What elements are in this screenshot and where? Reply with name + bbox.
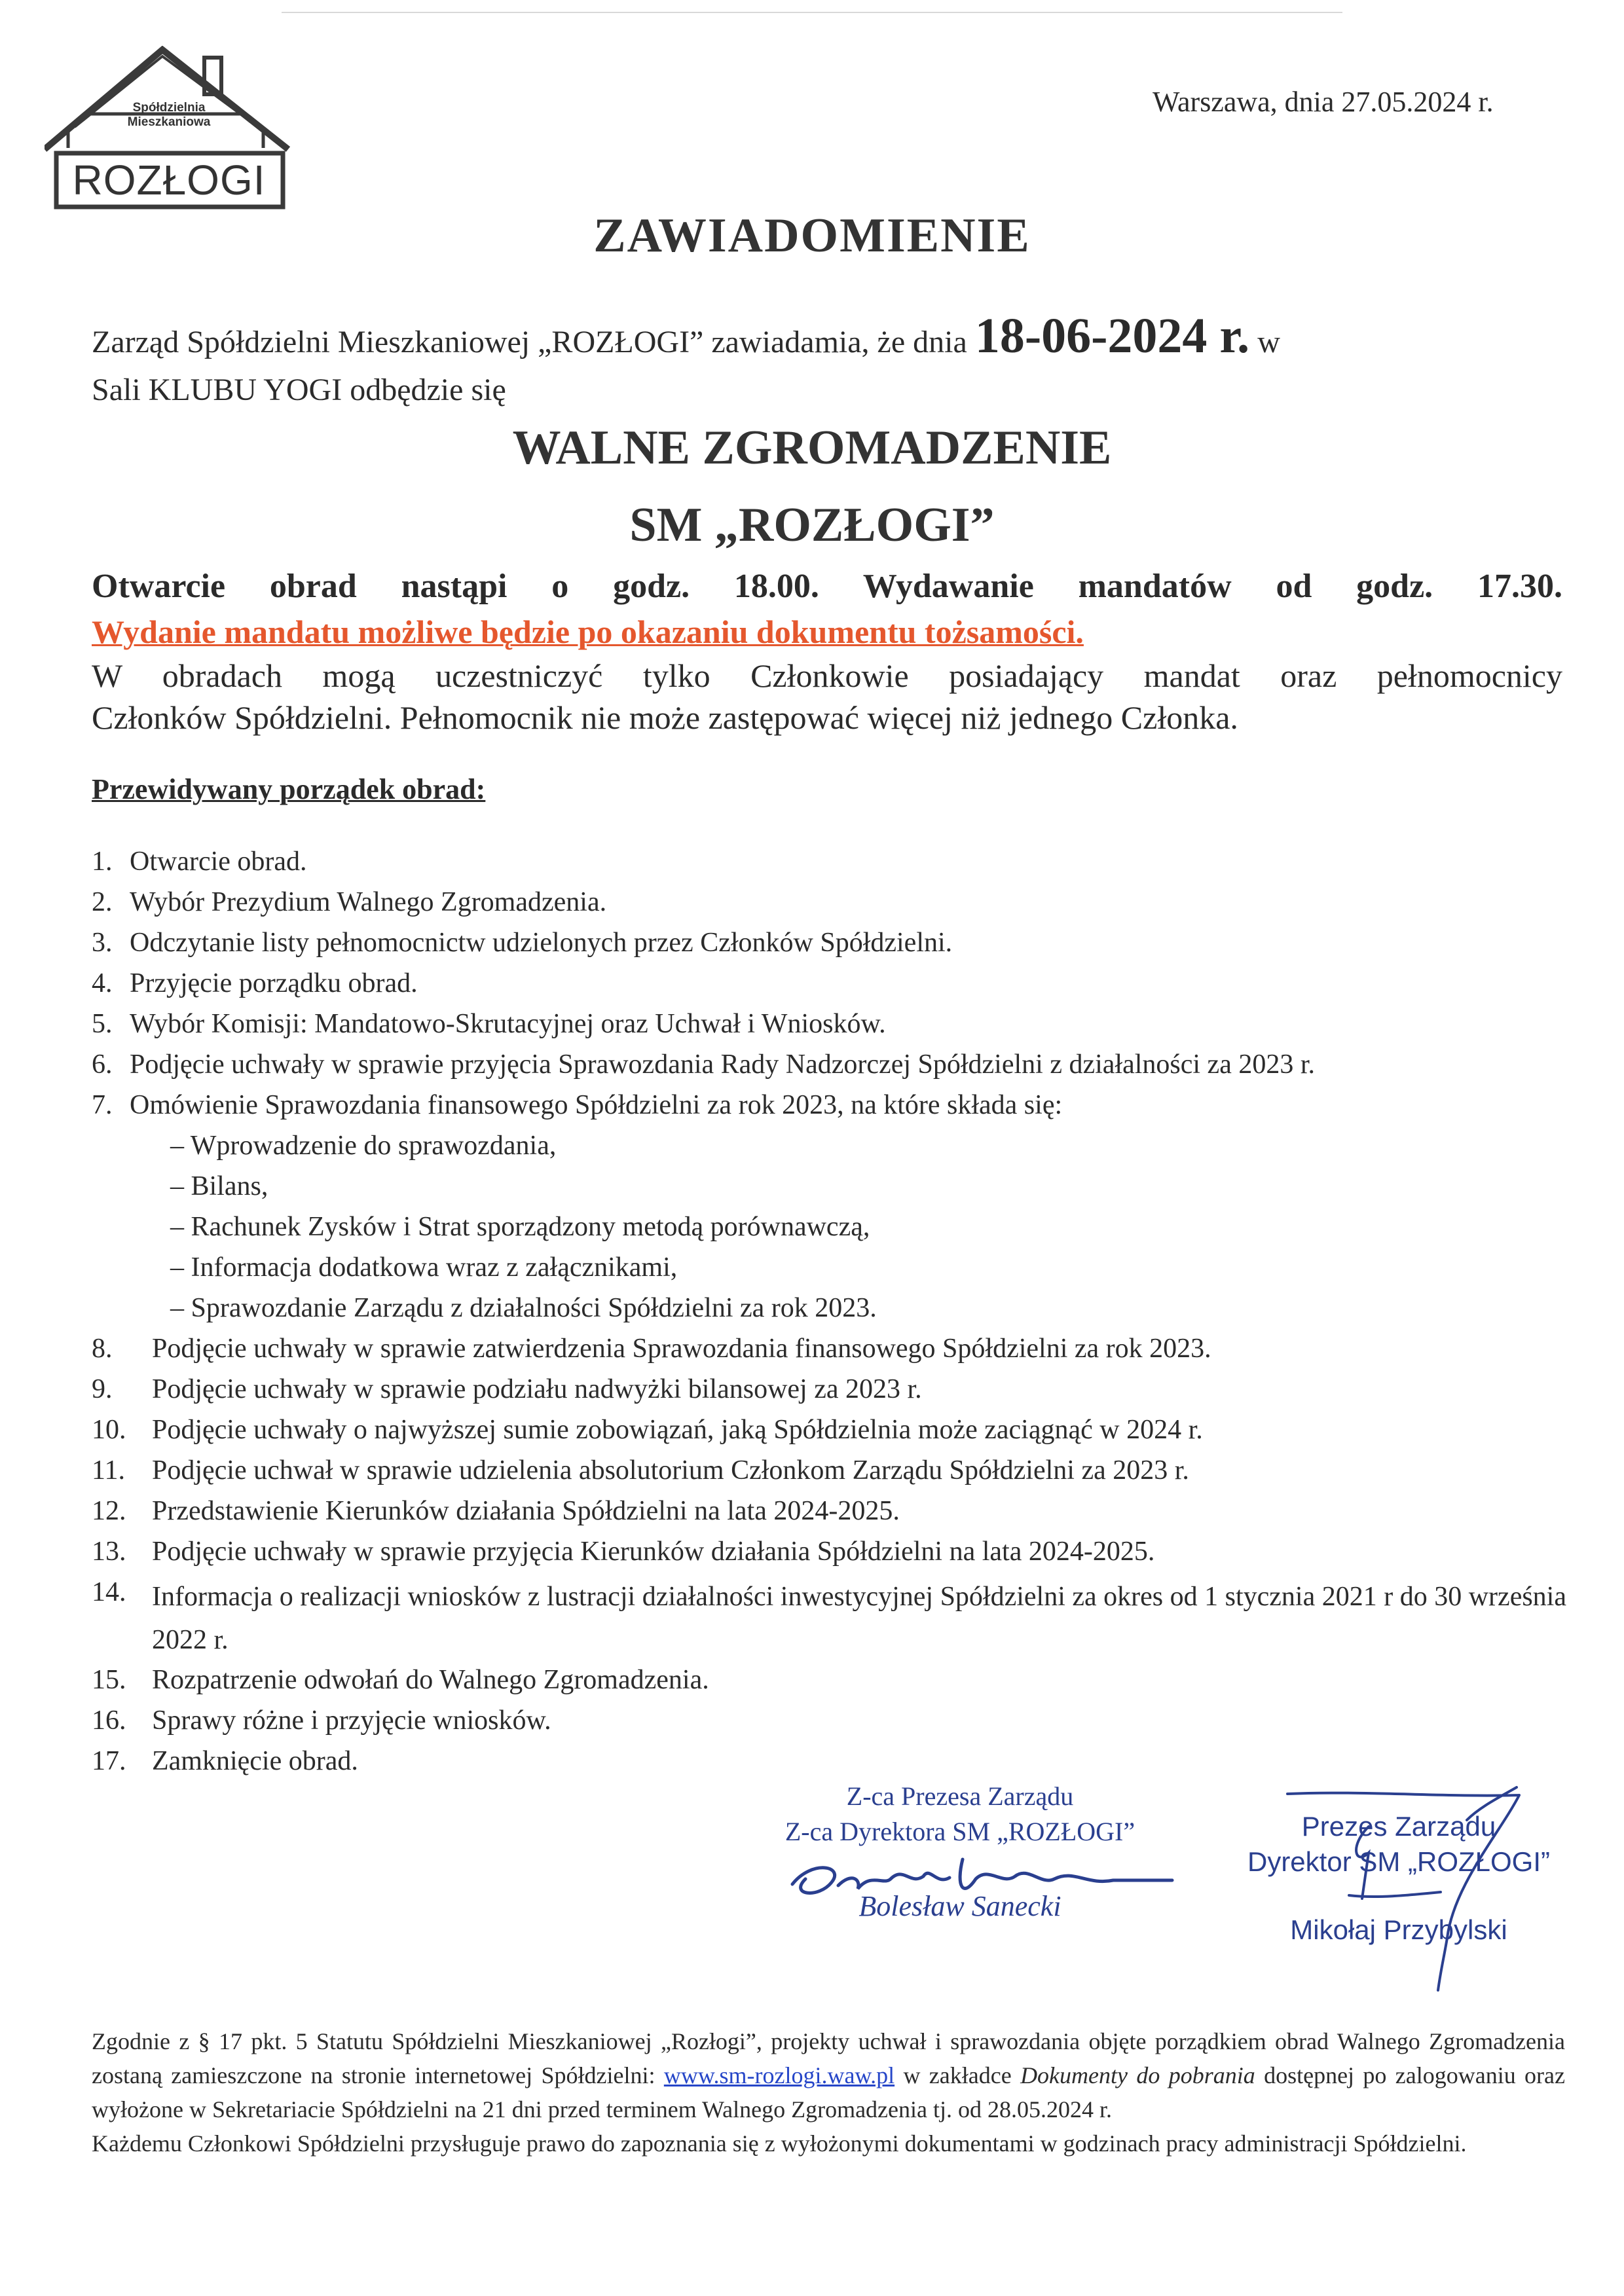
agenda-item-number: 16. xyxy=(92,1705,126,1736)
president-role: Prezes Zarządu xyxy=(1301,1811,1496,1842)
meeting-title-line-2: SM „ROZŁOGI” xyxy=(629,498,995,552)
document-date: Warszawa, dnia 27.05.2024 r. xyxy=(1153,86,1494,118)
document-heading: ZAWIADOMIENIE xyxy=(593,209,1031,263)
logo-name: ROZŁOGI xyxy=(72,156,266,204)
agenda-item-text: Otwarcie obrad. xyxy=(130,847,307,877)
agenda-item-number: 2. xyxy=(92,887,113,917)
agenda-item-text: Podjęcie uchwały o najwyższej sumie zobowiązań, jaką Spółdzielnia może zaciągnąć w 2024 r. xyxy=(152,1415,1203,1445)
agenda-item-number: 4. xyxy=(92,968,113,998)
footer-paragraph-2: Każdemu Członkowi Spółdzielni przysługuje prawo do zapoznania się z wyłożonymi dokumentami w godzinach pracy administracji Spółdzielni. xyxy=(92,2130,1467,2157)
statute-footer xyxy=(92,2024,1565,2160)
opening-hours-notice: Otwarcie obrad nastąpi o godz. 18.00. Wydawanie mandatów od godz. 17.30. xyxy=(92,568,1562,605)
agenda-subitem: – Sprawozdanie Zarządu z działalności Spółdzielni za rok 2023. xyxy=(170,1293,877,1323)
agenda-subitem: – Rachunek Zysków i Strat sporządzony metodą porównawczą, xyxy=(170,1212,870,1242)
agenda-item-number: 5. xyxy=(92,1009,113,1039)
director-role: Dyrektor SM „ROZŁOGI” xyxy=(1247,1846,1551,1877)
agenda-subitem: – Informacja dodatkowa wraz z załącznikami, xyxy=(170,1252,678,1283)
agenda-item-text: Podjęcie uchwały w sprawie przyjęcia Kierunków działania Spółdzielni na lata 2024-2025. xyxy=(152,1537,1155,1567)
vice-president-role: Z-ca Prezesa Zarządu xyxy=(846,1781,1074,1811)
agenda-item-text: Podjęcie uchwały w sprawie zatwierdzenia Sprawozdania finansowego Spółdzielni za rok 2023. xyxy=(152,1334,1211,1364)
agenda-item-text: Wybór Prezydium Walnego Zgromadzenia. xyxy=(130,887,607,917)
intro-text-before: Zarząd Spółdzielni Mieszkaniowej „ROZŁOGI” zawiadamia, że dnia xyxy=(92,325,975,359)
agenda-item-number: 1. xyxy=(92,847,113,877)
agenda-item-number: 6. xyxy=(92,1049,113,1080)
intro-text-after: w xyxy=(1249,325,1280,359)
agenda-item-text: Informacja o realizacji wniosków z lustracji działalności inwestycyjnej Spółdzielni za okres od 1 stycznia 2021 r do 30 września 2022 r. xyxy=(152,1582,1566,1655)
agenda-item-number: 13. xyxy=(92,1537,126,1567)
agenda-item-number: 3. xyxy=(92,928,113,958)
agenda-item-text: Omówienie Sprawozdania finansowego Spółdzielni za rok 2023, na które składa się: xyxy=(130,1090,1063,1120)
agenda-item-number: 10. xyxy=(92,1415,126,1445)
footer-text-b: w zakładce xyxy=(895,2062,1021,2088)
agenda-item-text: Przedstawienie Kierunków działania Spółdzielni na lata 2024-2025. xyxy=(152,1496,900,1526)
logo-line-1: Spółdzielnia xyxy=(132,101,206,115)
documents-tab-name: Dokumenty do pobrania xyxy=(1020,2062,1255,2088)
agenda-item-text: Rozpatrzenie odwołań do Walnego Zgromadzenia. xyxy=(152,1665,709,1695)
agenda-item-number: 17. xyxy=(92,1746,126,1776)
agenda-item-number: 15. xyxy=(92,1665,126,1695)
agenda-item-text: Podjęcie uchwały w sprawie przyjęcia Sprawozdania Rady Nadzorczej Spółdzielni z działalności za 2023 r. xyxy=(130,1049,1315,1080)
agenda-item-text: Przyjęcie porządku obrad. xyxy=(130,968,418,998)
footer-paragraph-1 xyxy=(92,2024,1565,2126)
cooperative-website-link[interactable]: www.sm-rozlogi.waw.pl xyxy=(663,2062,895,2088)
agenda-heading: Przewidywany porządek obrad: xyxy=(92,773,486,805)
footer-text-c: dostępnej po zalogowaniu oraz wyłożone w Sekretariacie Spółdzielni na 21 dni przed terminem Walnego Zgromadzenia tj. od 28.05.2024 r. xyxy=(92,2062,1565,2123)
president-name: Mikołaj Przybylski xyxy=(1290,1914,1507,1945)
agenda-item-text: Podjęcie uchwał w sprawie udzielenia absolutorium Członkom Zarządu Spółdzielni za 2023 r. xyxy=(152,1455,1189,1485)
agenda-item-number: 7. xyxy=(92,1090,113,1120)
agenda-subitem: – Wprowadzenie do sprawozdania, xyxy=(170,1131,557,1161)
participation-info-line-1: W obradach mogą uczestniczyć tylko Członkowie posiadający mandat oraz pełnomocnicy xyxy=(92,657,1562,694)
agenda-item-number: 11. xyxy=(92,1455,125,1485)
logo-line-2: Mieszkaniowa xyxy=(127,115,211,129)
agenda-item-text: Podjęcie uchwały w sprawie podziału nadwyżki bilansowej za 2023 r. xyxy=(152,1374,922,1404)
agenda-item-number: 14. xyxy=(92,1577,126,1607)
footer-text-a: Zgodnie z § 17 pkt. 5 Statutu Spółdzielni Mieszkaniowej „Rozłogi”, projekty uchwał i sprawozdania objęte porządkiem obrad Walnego Zgromadzenia zostaną zamieszczone na stronie internetowej Spółdzielni: xyxy=(92,2028,1565,2088)
agenda-item-text: Zamknięcie obrad. xyxy=(152,1746,358,1776)
agenda-subitem: – Bilans, xyxy=(170,1171,268,1201)
vice-president-name: Bolesław Sanecki xyxy=(858,1890,1061,1922)
agenda-item-number: 12. xyxy=(92,1496,126,1526)
agenda-item-text: Sprawy różne i przyjęcie wniosków. xyxy=(152,1705,551,1736)
agenda-item-number: 8. xyxy=(92,1334,113,1364)
agenda-item-text: Wybór Komisji: Mandatowo-Skrutacyjnej oraz Uchwał i Wniosków. xyxy=(130,1009,886,1039)
agenda-item-text: Odczytanie listy pełnomocnictw udzielonych przez Członków Spółdzielni. xyxy=(130,928,953,958)
vice-director-role: Z-ca Dyrektora SM „ROZŁOGI” xyxy=(784,1817,1135,1846)
participation-info-line-2: Członków Spółdzielni. Pełnomocnik nie może zastępować więcej niż jednego Członka. xyxy=(92,699,1238,736)
meeting-title-line-1: WALNE ZGROMADZENIE xyxy=(512,421,1112,475)
agenda-item-number: 9. xyxy=(92,1374,113,1404)
id-document-warning: Wydanie mandatu możliwe będzie po okazaniu dokumentu tożsamości. xyxy=(92,613,1084,650)
intro-line-2: Sali KLUBU YOGI odbędzie się xyxy=(92,373,506,407)
meeting-date: 18-06-2024 r. xyxy=(974,308,1250,363)
